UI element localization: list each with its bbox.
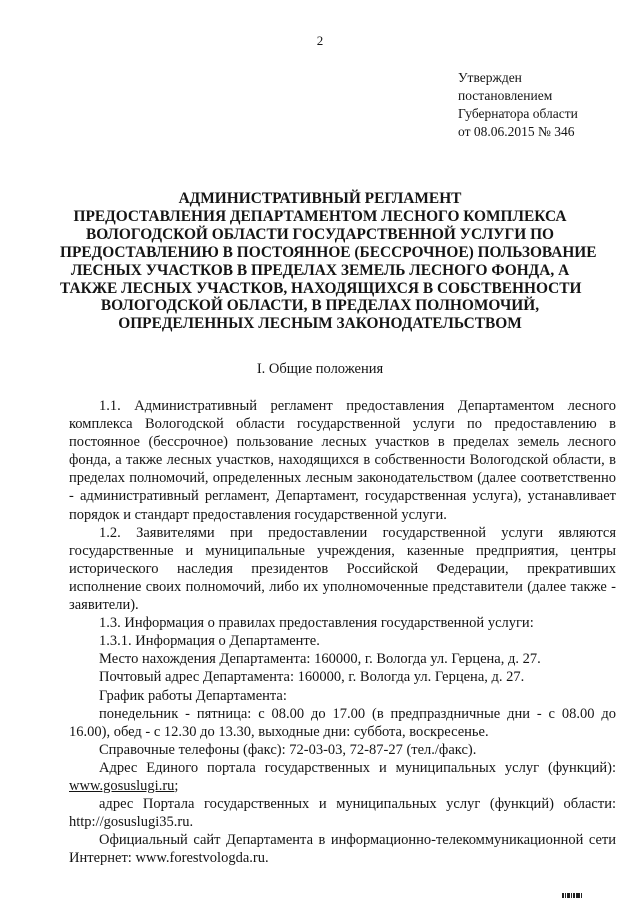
paragraph-end: ; (174, 777, 179, 794)
paragraph: 1.2. Заявителями при предоставлении государственной услуги являются государственные и муниципальные учреждения, казенные предприятия, центры исторического наследия президентов Российской Федерации, прекративших исполнение своих полномочий, либо их уполномоченные представители (далее также - заявители). (69, 524, 616, 614)
title-line: АДМИНИСТРАТИВНЫЙ РЕГЛАМЕНТ (178, 190, 462, 207)
paragraph: адрес Портала государственных и муниципальных услуг (функций) области: http://gosuslugi35.ru. (69, 796, 616, 831)
title-line: ВОЛОГОДСКОЙ ОБЛАСТИ, В ПРЕДЕЛАХ ПОЛНОМОЧИЙ, (100, 297, 540, 315)
title-line: ОПРЕДЕЛЕННЫХ ЛЕСНЫМ ЗАКОНОДАТЕЛЬСТВОМ (118, 315, 522, 333)
paragraph: 1.1. Административный регламент предоставления Департаментом лесного комплекса Вологодской области государственной услуги по предоставлению в постоянное (бессрочное) пользование лесных участков в пределах земель лесного фонда, а также лесных участков, находящихся в собственности Вологодской области, в пределах полномочий, определенных лесным законодательством (далее соответственно - административный регламент, Департамент, государственная услуга), устанавливает порядок и стандарт предоставления государственной услуги. (69, 398, 616, 523)
title-line: ПРЕДОСТАВЛЕНИЯ ДЕПАРТАМЕНТОМ ЛЕСНОГО КОМПЛЕКСА (73, 207, 567, 225)
paragraph: Официальный сайт Департамента в информационно-телекоммуникационной сети Интернет: www.forestvologda.ru. (69, 832, 616, 867)
paragraph: 1.3. Информация о правилах предоставления государственной услуги: (99, 615, 534, 632)
title-line: ТАКЖЕ ЛЕСНЫХ УЧАСТКОВ, НАХОДЯЩИХСЯ В СОБСТВЕННОСТИ (60, 279, 582, 297)
document-title (60, 190, 597, 333)
approval-line: Утвержден (458, 70, 522, 85)
paragraph: Справочные телефоны (факс): 72-03-03, 72-87-27 (тел./факс). (99, 741, 477, 758)
gosuslugi-link[interactable]: www.gosuslugi.ru (69, 777, 175, 794)
paragraph (69, 759, 616, 795)
paragraph: Почтовый адрес Департамента: 160000, г. Вологда ул. Герцена, д. 27. (99, 669, 525, 686)
paragraph-text: Адрес Единого портала государственных и муниципальных услуг (функций): (99, 759, 616, 776)
paragraph: 1.3.1. Информация о Департаменте. (99, 633, 320, 650)
paragraph: График работы Департамента: (99, 687, 287, 704)
barcode-mark (562, 893, 582, 898)
title-line: ВОЛОГОДСКОЙ ОБЛАСТИ ГОСУДАРСТВЕННОЙ УСЛУГИ ПО (85, 225, 555, 243)
approval-line: от 08.06.2015 № 346 (458, 124, 575, 139)
approval-line: Губернатора области (458, 106, 578, 121)
approval-stamp (458, 69, 578, 141)
paragraph: понедельник - пятница: с 08.00 до 17.00 (в предпраздничные дни - с 08.00 до 16.00), обед - с 12.30 до 13.30, выходные дни: суббота, воскресенье. (69, 705, 616, 740)
document-body (69, 397, 616, 867)
title-line: ЛЕСНЫХ УЧАСТКОВ В ПРЕДЕЛАХ ЗЕМЕЛЬ ЛЕСНОГО ФОНДА, А (70, 261, 570, 279)
section-heading: I. Общие положения (256, 361, 384, 377)
title-line: ПРЕДОСТАВЛЕНИЮ В ПОСТОЯННОЕ (БЕССРОЧНОЕ) ПОЛЬЗОВАНИЕ (60, 243, 597, 261)
page-number: 2 (316, 33, 324, 48)
approval-line: постановлением (458, 88, 553, 103)
paragraph: Место нахождения Департамента: 160000, г. Вологда ул. Герцена, д. 27. (99, 651, 541, 668)
